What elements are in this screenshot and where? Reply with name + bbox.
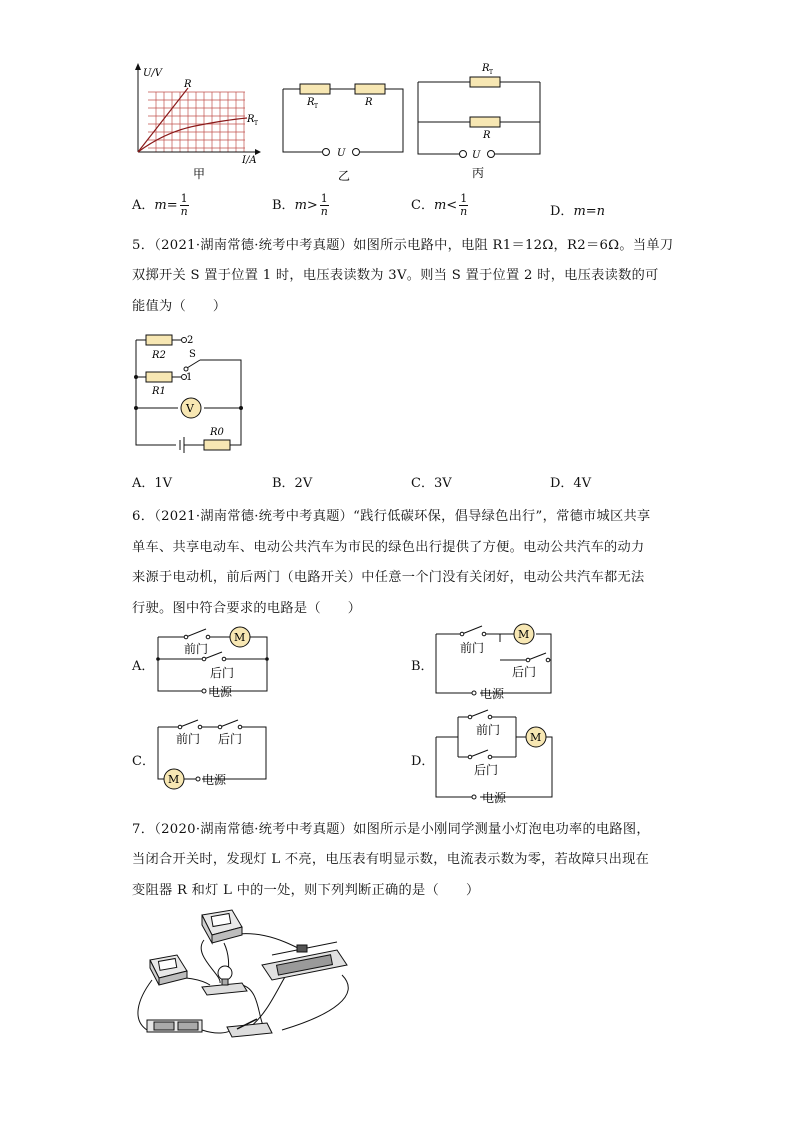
q5-pos1-label: 1 — [186, 372, 193, 383]
q4-c2-rt-label: R — [307, 97, 315, 108]
q4-graph-rt-sub: T — [254, 120, 259, 127]
q4-graph-jia — [125, 60, 265, 185]
q6-circuit-d — [428, 707, 558, 807]
q4-option-a-num: 1 — [180, 192, 188, 205]
q4-c2-rt-sub: T — [314, 103, 319, 110]
q4-option-a[interactable] — [132, 193, 189, 218]
q4-option-c-rel: < — [446, 198, 458, 213]
q6-d-back-label: 后门 — [474, 763, 499, 777]
q4-c2-caption: 乙 — [338, 169, 351, 183]
q4-option-a-fraction — [180, 193, 189, 218]
q7-apparatus-illustration — [132, 905, 357, 1045]
q6-stem-line3: 来源于电动机，前后两门（电路开关）中任意一个门没有关闭好，电动公共汽车都无法 — [132, 570, 645, 585]
q4-option-a-rel: = — [166, 198, 178, 213]
q4-graph-caption: 甲 — [193, 167, 206, 181]
q4-graph-u-label: U/V — [143, 68, 163, 79]
q7-stem-line3: 变阻器 R 和灯 L 中的一处，则下列判断正确的是（ ） — [132, 883, 480, 898]
q4-option-d[interactable] — [550, 200, 605, 219]
q6-stem-line1: 6．（2021·湖南常德·统考中考真题）“践行低碳环保，倡导绿色出行”，常德市城区共享 — [132, 509, 651, 524]
q5-stem-line3: 能值为（ ） — [132, 299, 227, 314]
q4-option-c-den: n — [460, 205, 468, 218]
q5-option-a[interactable]: A．1V — [132, 476, 173, 491]
q6-stem-line4: 行驶。图中符合要求的电路是（ ） — [132, 601, 362, 616]
q4-option-c-letter: C． — [411, 198, 434, 213]
q6-a-back-label: 后门 — [210, 666, 235, 680]
q4-option-a-var: m — [154, 198, 167, 213]
switch-illustration — [227, 1019, 272, 1037]
q6-b-motor-label: M — [518, 628, 530, 641]
q4-c3-rt-sub: T — [489, 69, 494, 76]
q6-b-power-label: 电源 — [480, 687, 505, 701]
q4-c3-rt-label: R — [482, 63, 490, 74]
q6-a-power-label: 电源 — [208, 685, 233, 699]
q6-option-b[interactable]: B． — [411, 659, 434, 674]
q6-c-back-label: 后门 — [218, 732, 243, 746]
q6-option-d[interactable]: D． — [411, 754, 435, 769]
rheostat-illustration — [262, 942, 347, 980]
q6-c-power-label: 电源 — [202, 773, 227, 787]
q7-stem-line1: 7．（2020·湖南常德·统考中考真题）如图所示是小刚同学测量小灯泡电功率的电路图， — [132, 822, 650, 837]
voltmeter-illustration — [202, 910, 242, 943]
q4-option-b-rel: > — [306, 198, 318, 213]
q4-option-a-letter: A． — [132, 198, 155, 213]
q4-graph-i-label: I/A — [242, 155, 257, 166]
q7-stem-line2: 当闭合开关时，发现灯 L 不亮，电压表有明显示数，电流表示数为零，若故障只出现在 — [132, 852, 650, 867]
q4-option-a-den: n — [180, 205, 188, 218]
q6-d-power-label: 电源 — [482, 791, 507, 805]
q4-option-c-var: m — [433, 198, 447, 213]
q5-r1-label: R1 — [152, 386, 166, 397]
q4-option-b-fraction — [320, 193, 329, 218]
q6-circuit-a — [150, 625, 280, 700]
q4-option-c-fraction — [459, 193, 468, 218]
q6-c-front-label: 前门 — [176, 732, 201, 746]
q6-b-front-label: 前门 — [460, 641, 485, 655]
q4-c3-r-label: R — [483, 130, 491, 141]
q6-b-back-label: 后门 — [512, 665, 537, 679]
q5-stem-line2: 双掷开关 S 置于位置 1 时，电压表读数为 3V。则当 S 置于位置 2 时，电压表读数的可 — [132, 268, 659, 283]
q4-graph-r-label: R — [184, 79, 192, 90]
q5-stem-line1: 5．（2021·湖南常德·统考中考真题）如图所示电路中，电阻 R1＝12Ω，R2＝6Ω。当单刀 — [132, 238, 674, 253]
battery-illustration — [147, 1020, 202, 1032]
q4-option-d-rel: = — [585, 204, 597, 219]
q4-circuit-bing — [410, 58, 550, 188]
q6-d-motor-label: M — [530, 731, 542, 744]
q4-option-b-letter: B． — [272, 198, 295, 213]
q5-pos2-label: 2 — [187, 335, 194, 346]
q4-option-d-letter: D． — [550, 204, 574, 219]
q4-c3-caption: 丙 — [472, 166, 485, 180]
q5-s-label: S — [189, 349, 196, 360]
q4-c2-u-label: U — [337, 148, 346, 159]
q6-circuit-c — [150, 715, 275, 790]
q6-option-a[interactable]: A． — [132, 659, 155, 674]
q5-option-d[interactable]: D．4V — [550, 476, 592, 491]
q4-option-b[interactable] — [272, 193, 329, 218]
q4-option-b-var: m — [294, 198, 307, 213]
q5-circuit — [128, 330, 253, 455]
q4-option-d-var: m — [573, 204, 586, 219]
q4-option-b-num: 1 — [320, 192, 328, 205]
q4-graph-rt-label: R — [247, 114, 255, 125]
q5-r0-label: R0 — [210, 427, 224, 438]
q4-circuit-yi — [275, 72, 415, 187]
lamp-illustration — [202, 966, 247, 995]
q5-option-b[interactable]: B．2V — [272, 476, 313, 491]
q4-option-c[interactable] — [411, 193, 468, 218]
q6-a-front-label: 前门 — [184, 642, 209, 656]
q4-option-d-value: n — [596, 204, 606, 219]
q5-r2-label: R2 — [152, 350, 166, 361]
q6-option-c[interactable]: C． — [132, 754, 155, 769]
q6-a-motor-label: M — [234, 631, 246, 644]
q5-option-c[interactable]: C．3V — [411, 476, 452, 491]
q6-circuit-b — [428, 622, 563, 702]
q4-option-b-den: n — [320, 205, 328, 218]
ammeter-illustration — [150, 955, 187, 985]
q4-c3-u-label: U — [472, 150, 481, 161]
q5-voltmeter-label: V — [186, 402, 194, 415]
q4-c2-r-label: R — [365, 97, 373, 108]
q6-d-front-label: 前门 — [476, 723, 501, 737]
q4-option-c-num: 1 — [460, 192, 468, 205]
q6-stem-line2: 单车、共享电动车、电动公共汽车为市民的绿色出行提供了方便。电动公共汽车的动力 — [132, 540, 645, 555]
q6-c-motor-label: M — [168, 773, 180, 786]
